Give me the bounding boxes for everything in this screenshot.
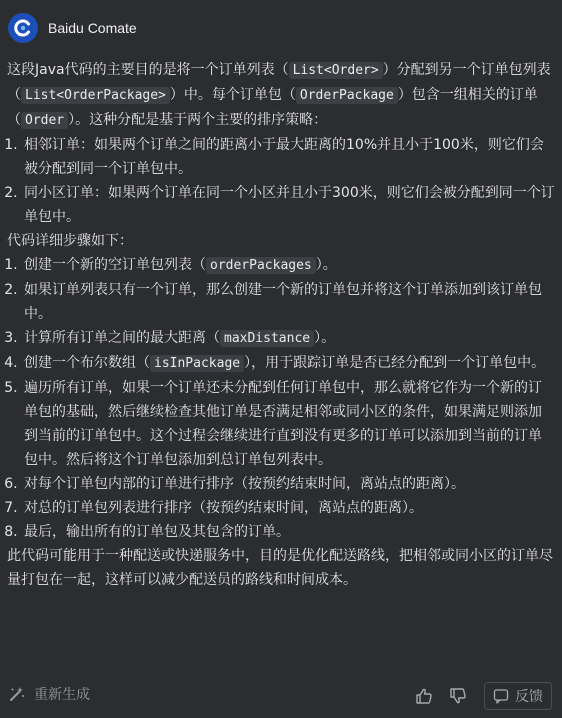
inline-code: maxDistance xyxy=(220,330,314,347)
chat-header xyxy=(8,12,137,44)
list-item: 7. 对总的订单包列表进行排序（按预约结束时间，离站点的距离）。 xyxy=(22,496,555,520)
dislike-button[interactable] xyxy=(444,682,472,710)
magic-wand-icon xyxy=(8,685,26,703)
like-button[interactable] xyxy=(410,682,438,710)
list-item: 3. 计算所有订单之间的最大距离（ maxDistance ）。 xyxy=(22,326,555,351)
inline-code: isInPackage xyxy=(150,355,244,372)
baidu-comate-logo-icon xyxy=(8,13,38,43)
feedback-label: 反馈 xyxy=(515,689,543,705)
list-item: 5. 遍历所有订单，如果一个订单还未分配到任何订单包中，那么就将它作为一个新的订单包的基础，然后继续检查其他订单是否满足相邻或同小区的条件，如果满足则添加到当前的订单包中。这个过程会继续进行直到没有更多的订单可以添加到当前的订单包中。然后将这个订单包添加到总订单包列表中。 xyxy=(22,376,555,472)
inline-code: OrderPackage xyxy=(296,87,398,104)
thumbs-down-icon xyxy=(449,687,467,705)
list-item: 4. 创建一个布尔数组（ isInPackage ），用于跟踪订单是否已经分配到一个订单包中。 xyxy=(22,351,555,376)
strategy-list xyxy=(7,133,555,229)
inline-code: orderPackages xyxy=(206,257,316,274)
conclusion-paragraph: 此代码可能用于一种配送或快递服务中，目的是优化配送路线，把相邻或同小区的订单尽量打包在一起，这样可以减少配送员的路线和时间成本。 xyxy=(7,548,553,588)
regenerate-label: 重新生成 xyxy=(34,687,90,703)
list-item: 2. 同小区订单：如果两个订单在同一个小区并且小于300米，则它们会被分配到同一个订单包中。 xyxy=(22,181,555,229)
feedback-actions xyxy=(404,682,552,710)
steps-heading: 代码详细步骤如下： xyxy=(7,233,133,249)
inline-code: Order xyxy=(21,112,68,129)
list-item: 6. 对每个订单包内部的订单进行排序（按预约结束时间，离站点的距离）。 xyxy=(22,472,555,496)
inline-code: List<Order> xyxy=(289,62,383,79)
app-title: Baidu Comate xyxy=(48,20,137,36)
chat-bubble-icon xyxy=(493,688,509,704)
list-item: 1. 创建一个新的空订单包列表（ orderPackages ）。 xyxy=(22,253,555,278)
answer-body xyxy=(7,58,555,592)
list-item: 2. 如果订单列表只有一个订单，那么创建一个新的订单包并将这个订单添加到该订单包中。 xyxy=(22,278,555,326)
thumbs-up-icon xyxy=(415,687,433,705)
inline-code: List<OrderPackage> xyxy=(21,87,170,104)
regenerate-button[interactable] xyxy=(8,684,90,704)
steps-list xyxy=(7,253,555,544)
feedback-button[interactable] xyxy=(484,682,552,710)
list-item: 8. 最后，输出所有的订单包及其包含的订单。 xyxy=(22,520,555,544)
intro-paragraph: 这段Java代码的主要目的是将一个订单列表（ List<Order> ）分配到另一个订单包列表（ List<OrderPackage> ）中。每个订单包（ OrderPackage ）包含一组相关的订单（ Order ）。这种分配是基于两个主要的排序策略： xyxy=(7,62,551,128)
list-item: 1. 相邻订单：如果两个订单之间的距离小于最大距离的10%并且小于100米，则它们会被分配到同一个订单包中。 xyxy=(22,133,555,181)
message-footer xyxy=(0,682,562,710)
